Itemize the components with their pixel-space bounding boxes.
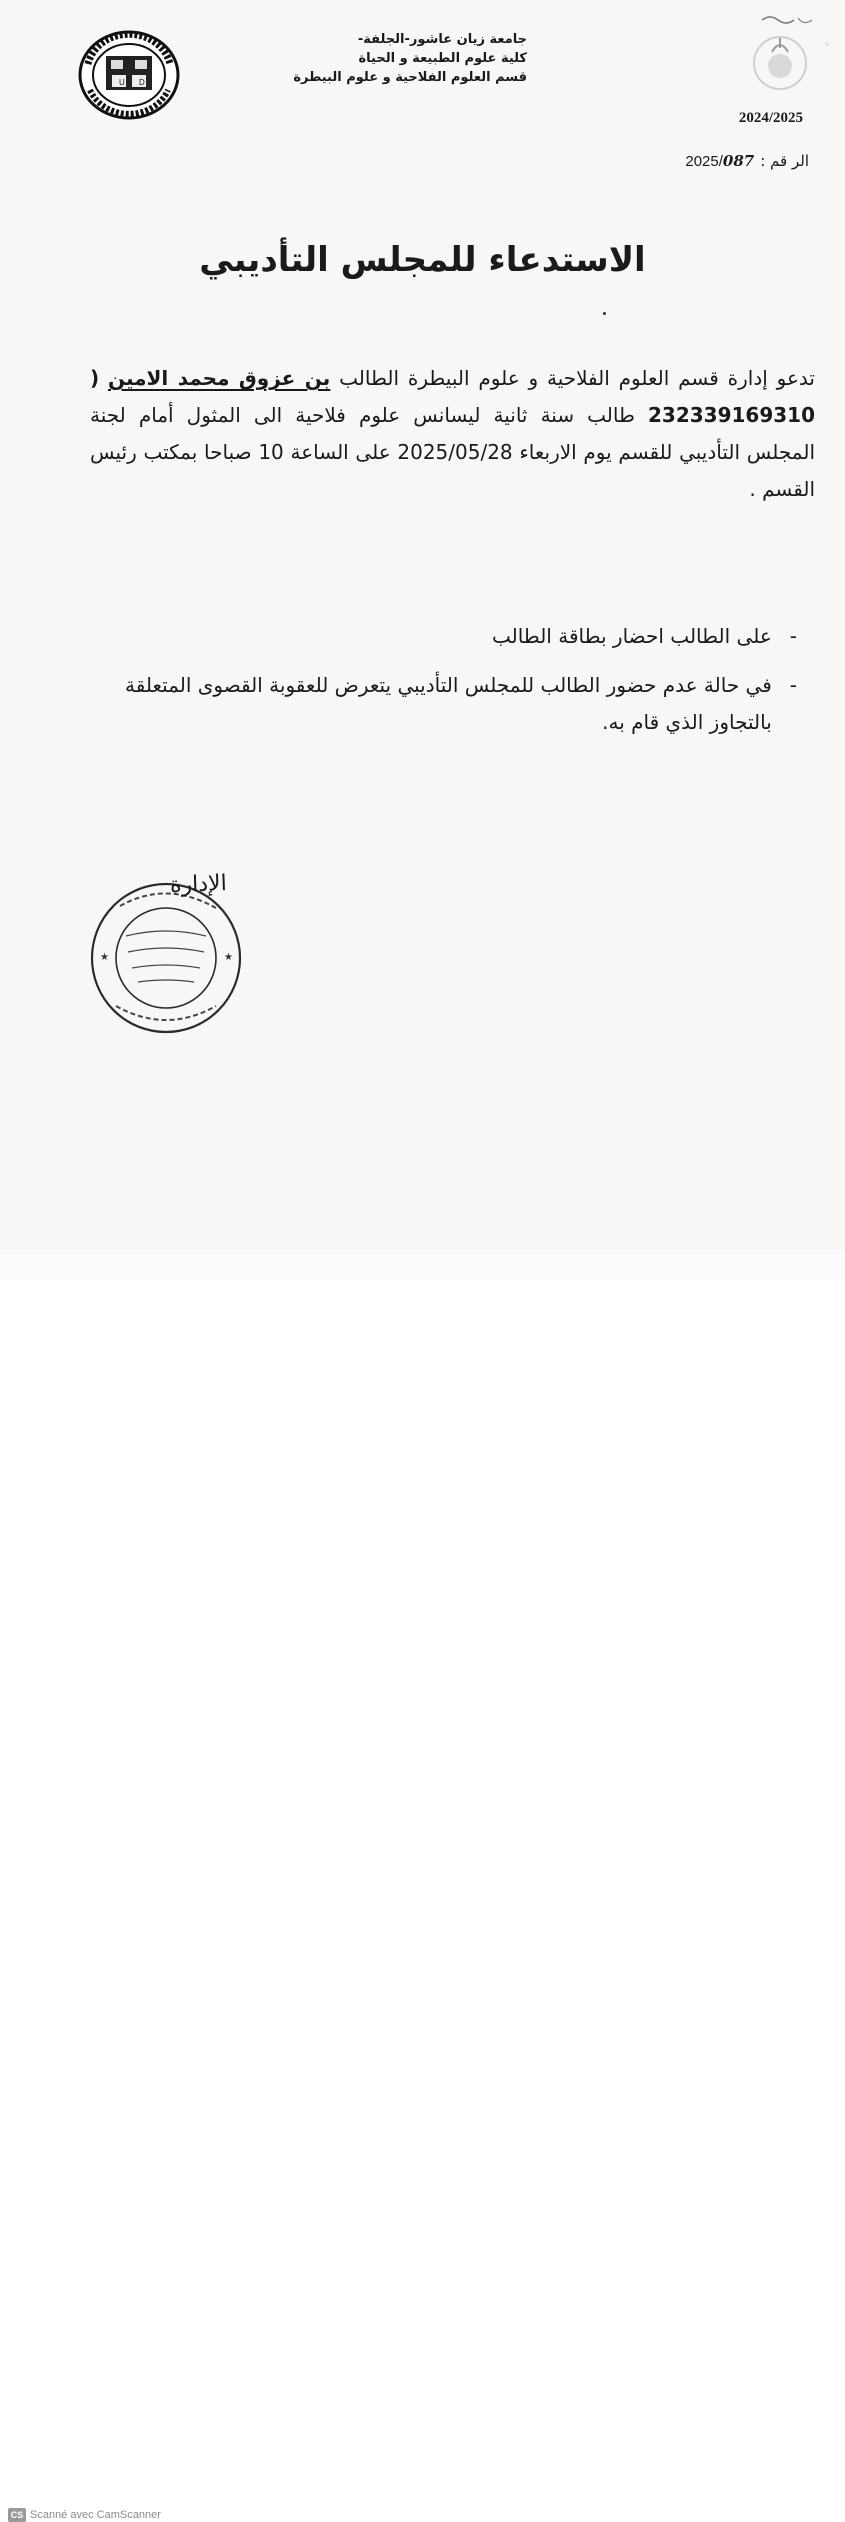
summons-details: طالب سنة ثانية ليسانس علوم فلاحية الى المثول أمام لجنة المجلس التأديبي للقسم يوم الاربعاء 2025/05/28 على الساعة 10 صباحا بمكتب رئيس القسم . <box>90 403 816 501</box>
document-title: الاستدعاء للمجلس التأديبي <box>199 240 646 280</box>
academic-year: 2024/2025 <box>738 110 803 126</box>
scanner-watermark-text: Scanné avec CamScanner <box>30 2509 161 2521</box>
faculty-logo <box>732 8 837 103</box>
instruction-text: على الطالب احضار بطاقة الطالب <box>491 624 772 648</box>
instruction-text: في حالة عدم حضور الطالب للمجلس التأديبي يتعرض للعقوبة القصوى المتعلقة بالتجاوز الذي قام به. <box>125 673 772 734</box>
stray-dot <box>603 312 606 315</box>
svg-text:◦: ◦ <box>824 40 830 51</box>
document-page <box>0 0 845 1250</box>
institution-header <box>287 30 527 87</box>
reference-label: الر قم : <box>760 152 809 170</box>
faculty-name: كلية علوم الطبيعة و الحياة <box>358 51 527 66</box>
svg-text:D: D <box>139 78 145 87</box>
university-logo <box>78 30 180 120</box>
svg-text:★: ★ <box>100 952 109 963</box>
student-name: بن عزوق محمد الامين <box>107 366 331 390</box>
reference-number <box>685 152 809 170</box>
svg-text:U: U <box>119 78 125 87</box>
department-name: قسم العلوم الفلاحية و علوم البيطرة <box>293 70 527 85</box>
instruction-item: - في حالة عدم حضور الطالب للمجلس التأديبي يتعرض للعقوبة القصوى المتعلقة بالتجاوز الذي قام به. <box>92 667 797 741</box>
official-stamp <box>86 876 248 1036</box>
instruction-item: - على الطالب احضار بطاقة الطالب <box>92 618 797 655</box>
summons-intro: تدعو إدارة قسم العلوم الفلاحية و علوم البيطرة الطالب <box>339 366 815 390</box>
administration-label: الإدارة <box>169 871 228 898</box>
reference-year: 2025/ <box>685 153 723 170</box>
university-name: جامعة زيان عاشور-الجلفة- <box>357 32 527 47</box>
summons-paragraph <box>90 360 815 508</box>
svg-text:★: ★ <box>224 952 233 963</box>
student-id: ( 232339169310 <box>90 366 816 427</box>
camscanner-icon: CS <box>8 2508 26 2522</box>
instructions-list <box>92 618 797 753</box>
scanner-footer <box>0 1250 845 2521</box>
reference-handwritten-number: 087 <box>722 152 755 170</box>
